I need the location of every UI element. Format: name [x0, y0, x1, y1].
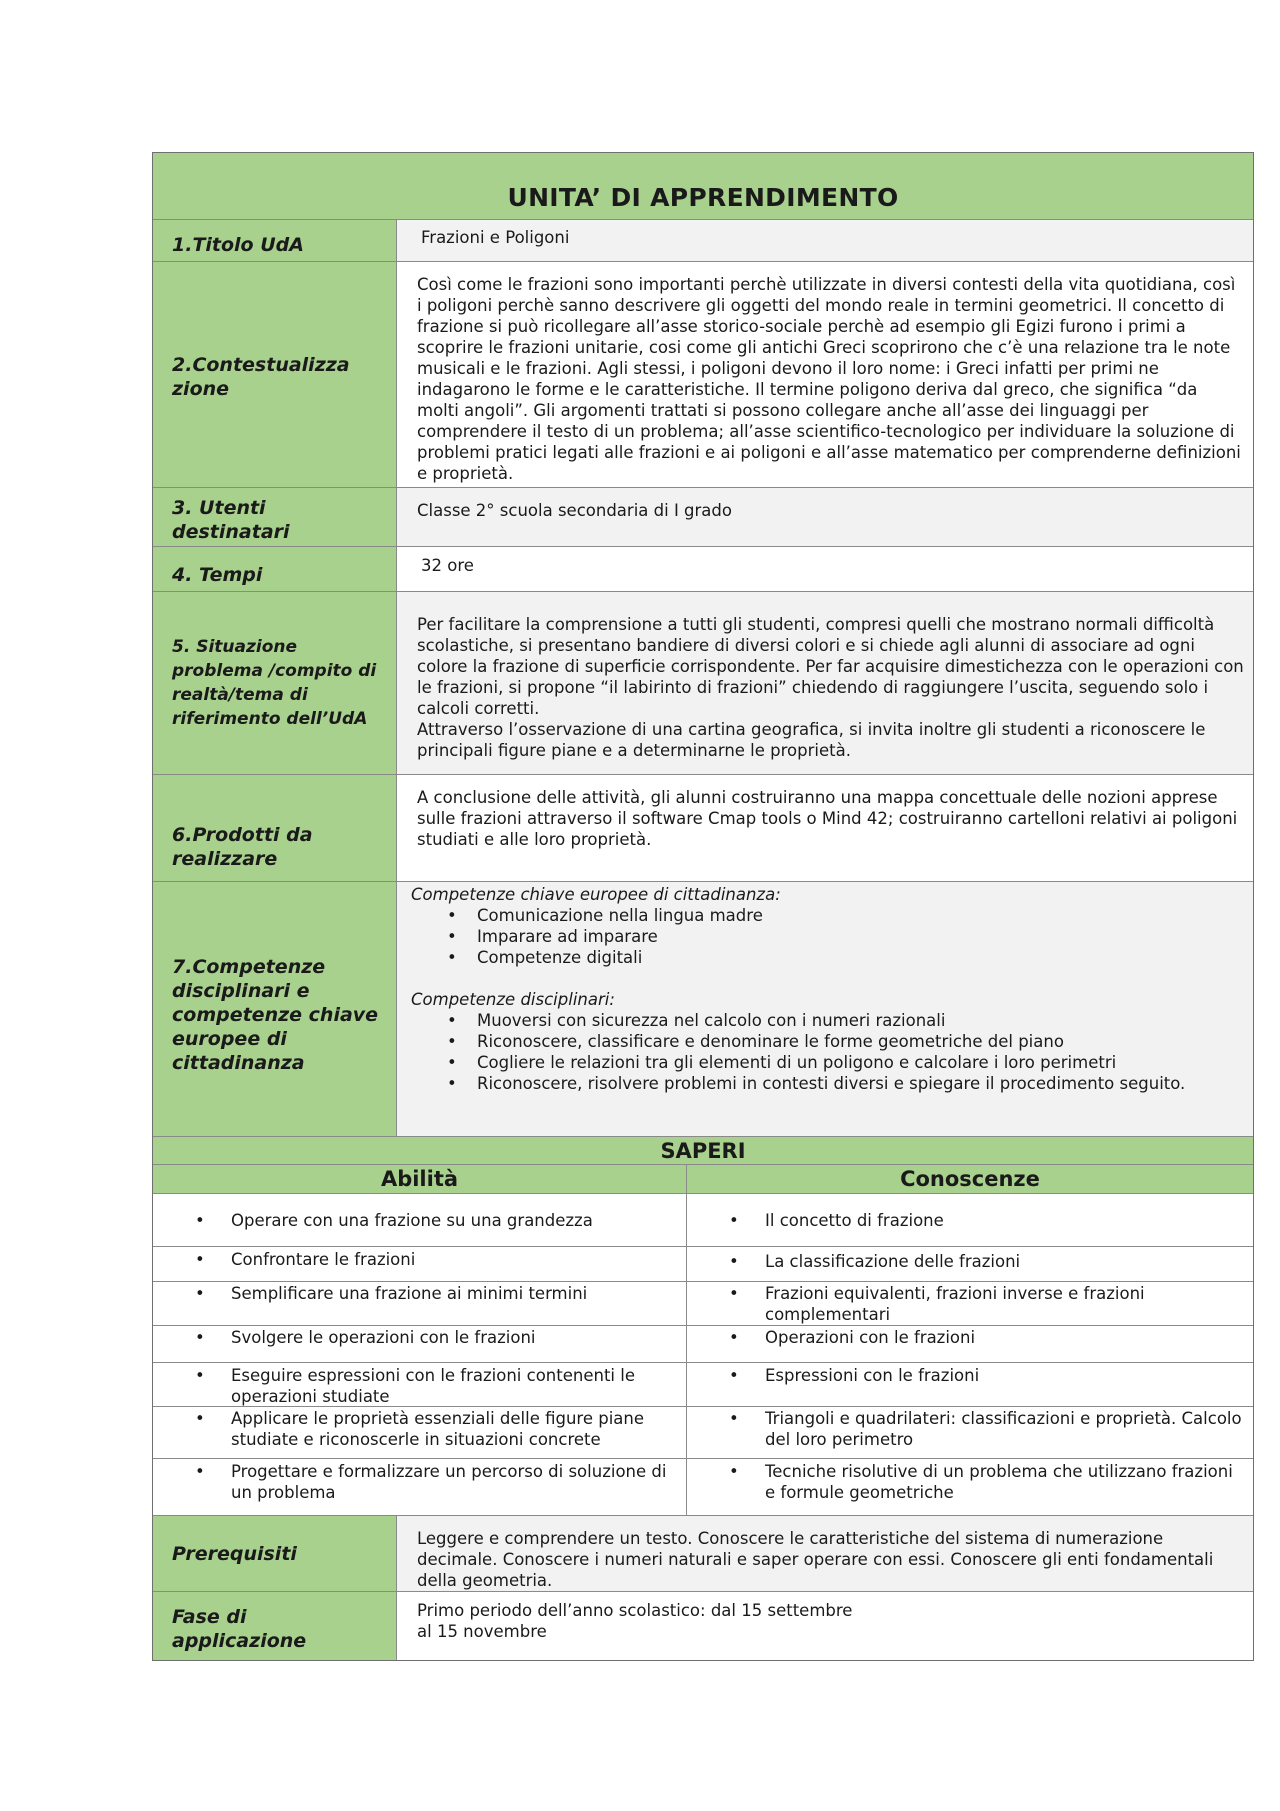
table-row: [153, 1459, 1253, 1516]
table-row: [153, 1363, 1253, 1407]
list-item: • Muoversi con sicurezza nel calcolo con i numeri razionali: [477, 1010, 1244, 1031]
abilita-header: Abilità: [153, 1165, 687, 1193]
value-fase-applicazione: Primo periodo dell’anno scolastico: dal 15 settembre al 15 novembre: [397, 1592, 1253, 1660]
list-item: • Cogliere le relazioni tra gli elementi di un poligono e calcolare i loro perimetri: [477, 1052, 1244, 1073]
row-utenti: [153, 488, 1253, 547]
value-tempi: 32 ore: [397, 547, 1253, 591]
competenze-chiave-heading: Competenze chiave europee di cittadinanza:: [411, 885, 781, 904]
table-row: [153, 1407, 1253, 1459]
abilita-cell: • Eseguire espressioni con le frazioni contenenti le operazioni studiate: [153, 1363, 687, 1406]
table-row: [153, 1247, 1253, 1282]
value-competenze: [397, 882, 1253, 1136]
label-situazione: 5. Situazione problema /compito di realtà/tema di riferimento dell’UdA: [153, 592, 397, 774]
abilita-cell: • Svolgere le operazioni con le frazioni: [153, 1326, 687, 1362]
value-prodotti: A conclusione delle attività, gli alunni costruiranno una mappa concettuale delle nozioni apprese sulle frazioni attraverso il software Cmap tools o Mind 42; costruiranno cartelloni relativi ai poligoni studiati e alle loro proprietà.: [397, 775, 1253, 881]
table-row: [153, 1194, 1253, 1247]
conoscenze-cell: • Espressioni con le frazioni: [687, 1363, 1253, 1406]
abilita-cell: • Progettare e formalizzare un percorso di soluzione di un problema: [153, 1459, 687, 1515]
label-tempi: 4. Tempi: [153, 547, 397, 591]
saperi-heading: [153, 1137, 1253, 1165]
value-prerequisiti: Leggere e comprendere un testo. Conoscere le caratteristiche del sistema di numerazione decimale. Conoscere i numeri naturali e saper operare con essi. Conoscere gli enti fondamentali della geometria.: [397, 1516, 1253, 1591]
row-situazione: [153, 592, 1253, 775]
competenze-disciplinari-list: [411, 1010, 1244, 1094]
conoscenze-cell: • Tecniche risolutive di un problema che utilizzano frazioni e formule geometriche: [687, 1459, 1253, 1515]
abilita-cell: • Semplificare una frazione ai minimi termini: [153, 1282, 687, 1325]
abilita-cell: • Applicare le proprietà essenziali delle figure piane studiate e riconoscerle in situazioni concrete: [153, 1407, 687, 1458]
label-prerequisiti: Prerequisiti: [153, 1516, 397, 1591]
row-fase-applicazione: [153, 1592, 1253, 1660]
table-row: [153, 1282, 1253, 1326]
list-item: • Comunicazione nella lingua madre: [477, 905, 1244, 926]
value-utenti: Classe 2° scuola secondaria di I grado: [397, 488, 1253, 546]
conoscenze-header: Conoscenze: [900, 1167, 1040, 1191]
situazione-paragraph-1: Per facilitare la comprensione a tutti gli studenti, compresi quelli che mostrano normali difficoltà scolastiche, si presentano bandiere di diversi colori e si chiede agli alunni di associare ad ogni colore la frazione di superficie corrispondente. Per far acquisire dimestichezza con le operazioni con le frazioni, si propone “il labirinto di frazioni” chiedendo di raggiungere l’uscita, seguendo solo i calcoli corretti.: [417, 615, 1244, 718]
table-row: [153, 1326, 1253, 1363]
label-utenti: 3. Utenti destinatari: [153, 488, 397, 546]
abilita-cell: • Operare con una frazione su una grandezza: [153, 1194, 687, 1246]
value-titolo: Frazioni e Poligoni: [397, 220, 1253, 261]
row-prodotti: [153, 775, 1253, 882]
row-titolo: [153, 220, 1253, 262]
row-contestualizzazione: [153, 262, 1253, 488]
conoscenze-cell: • Il concetto di frazione: [687, 1194, 1253, 1246]
list-item: • Imparare ad imparare: [477, 926, 1244, 947]
list-item: • Riconoscere, risolvere problemi in contesti diversi e spiegare il procedimento seguito.: [477, 1073, 1244, 1094]
title-row: [153, 153, 1253, 220]
label-contestualizzazione: 2.Contestualizza zione: [153, 262, 397, 487]
competenze-disciplinari-heading: Competenze disciplinari:: [411, 990, 615, 1009]
page-title: UNITA’ DI APPRENDIMENTO: [507, 183, 899, 212]
list-item: • Riconoscere, classificare e denominare le forme geometriche del piano: [477, 1031, 1244, 1052]
conoscenze-cell: • Frazioni equivalenti, frazioni inverse e frazioni complementari: [687, 1282, 1253, 1325]
conoscenze-cell: • Operazioni con le frazioni: [687, 1326, 1253, 1362]
row-tempi: [153, 547, 1253, 592]
row-competenze: [153, 882, 1253, 1137]
conoscenze-cell: • Triangoli e quadrilateri: classificazioni e proprietà. Calcolo del loro perimetro: [687, 1407, 1253, 1458]
label-titolo: 1.Titolo UdA: [153, 220, 397, 261]
list-item: • Competenze digitali: [477, 947, 1244, 968]
competenze-chiave-list: [411, 905, 1244, 968]
value-contestualizzazione: Così come le frazioni sono importanti perchè utilizzate in diversi contesti della vita quotidiana, così i poligoni perchè sanno descrivere gli oggetti del mondo reale in termini geometrici. Il concetto di frazione si può ricollegare all’asse storico-sociale perchè ad esempio gli Egizi furono i primi a scoprire le frazioni unitarie, cosi come gli antichi Greci scoprirono che c’è una relazione tra le note musicali e le frazioni. Agli stessi, i poligoni devono il loro nome: i Greci infatti per primi ne indagarono le forme e le caratteristiche. Il termine poligono deriva dal greco, che significa “da molti angoli”. Gli argomenti trattati si possono collegare anche all’asse dei linguaggi per comprendere il testo di un problema; all’asse scientifico-tecnologico per individuare la soluzione di problemi pratici legati alle frazioni e ai poligoni e all’asse matematico per comprenderne definizioni e proprietà.: [397, 262, 1253, 487]
abilita-cell: • Confrontare le frazioni: [153, 1247, 687, 1281]
uda-table: [152, 152, 1254, 1661]
saperi-title: SAPERI: [660, 1138, 746, 1163]
row-prerequisiti: [153, 1516, 1253, 1592]
situazione-paragraph-2: Attraverso l’osservazione di una cartina geografica, si invita inoltre gli studenti a riconoscere le principali figure piane e a determinarne le proprietà.: [417, 720, 1206, 760]
label-prodotti: 6.Prodotti da realizzare: [153, 775, 397, 881]
conoscenze-cell: • La classificazione delle frazioni: [687, 1247, 1253, 1281]
label-competenze: 7.Competenze disciplinari e competenze chiave europee di cittadinanza: [153, 882, 397, 1136]
label-fase-applicazione: Fase di applicazione: [153, 1592, 397, 1660]
value-situazione: [397, 592, 1253, 774]
saperi-subheader: [153, 1165, 1253, 1194]
